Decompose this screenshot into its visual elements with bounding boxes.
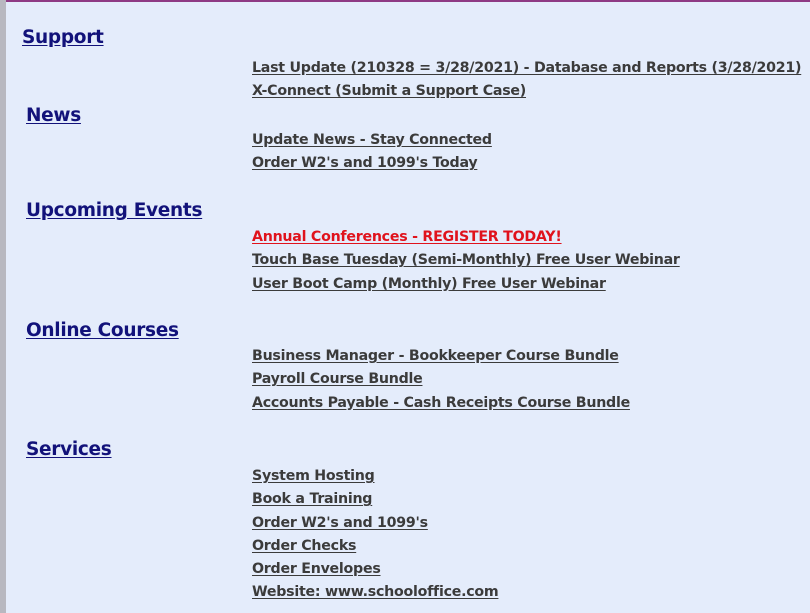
order-w2-link[interactable]: Order W2's and 1099's xyxy=(252,514,428,531)
annual-conferences-link[interactable]: Annual Conferences - REGISTER TODAY! xyxy=(252,229,562,245)
accounts-payable-course-link[interactable]: Accounts Payable - Cash Receipts Course Bundle xyxy=(252,394,630,411)
update-news-link[interactable]: Update News - Stay Connected xyxy=(252,132,492,148)
system-hosting-link[interactable]: System Hosting xyxy=(252,468,375,484)
upcoming-events-heading-link[interactable]: Upcoming Events xyxy=(26,200,203,221)
user-boot-camp-link[interactable]: User Boot Camp (Monthly) Free User Webinar xyxy=(252,275,606,292)
services-heading-link[interactable]: Services xyxy=(26,439,112,460)
last-update-link[interactable]: Last Update (210328 = 3/28/2021) - Database and Reports (3/28/2021) xyxy=(252,60,802,76)
online-courses-links-list xyxy=(252,343,630,413)
news-links-list xyxy=(252,127,492,174)
support-heading-link[interactable]: Support xyxy=(22,27,104,48)
x-connect-link[interactable]: X-Connect (Submit a Support Case) xyxy=(252,83,527,100)
order-w2-today-link[interactable]: Order W2's and 1099's Today xyxy=(252,155,478,172)
website-link[interactable]: Website: www.schooloffice.com xyxy=(252,584,499,601)
payroll-course-link[interactable]: Payroll Course Bundle xyxy=(252,371,423,388)
left-border xyxy=(0,0,6,613)
order-envelopes-link[interactable]: Order Envelopes xyxy=(252,561,381,578)
business-manager-course-link[interactable]: Business Manager - Bookkeeper Course Bundle xyxy=(252,348,619,364)
services-links-list xyxy=(252,463,498,603)
book-training-link[interactable]: Book a Training xyxy=(252,491,373,508)
order-checks-link[interactable]: Order Checks xyxy=(252,537,357,554)
support-links-list xyxy=(252,55,801,102)
touch-base-tuesday-link[interactable]: Touch Base Tuesday (Semi-Monthly) Free User Webinar xyxy=(252,252,680,269)
online-courses-heading-link[interactable]: Online Courses xyxy=(26,320,179,341)
news-heading-link[interactable]: News xyxy=(26,105,81,126)
top-border xyxy=(0,0,810,2)
upcoming-events-links-list xyxy=(252,224,680,294)
